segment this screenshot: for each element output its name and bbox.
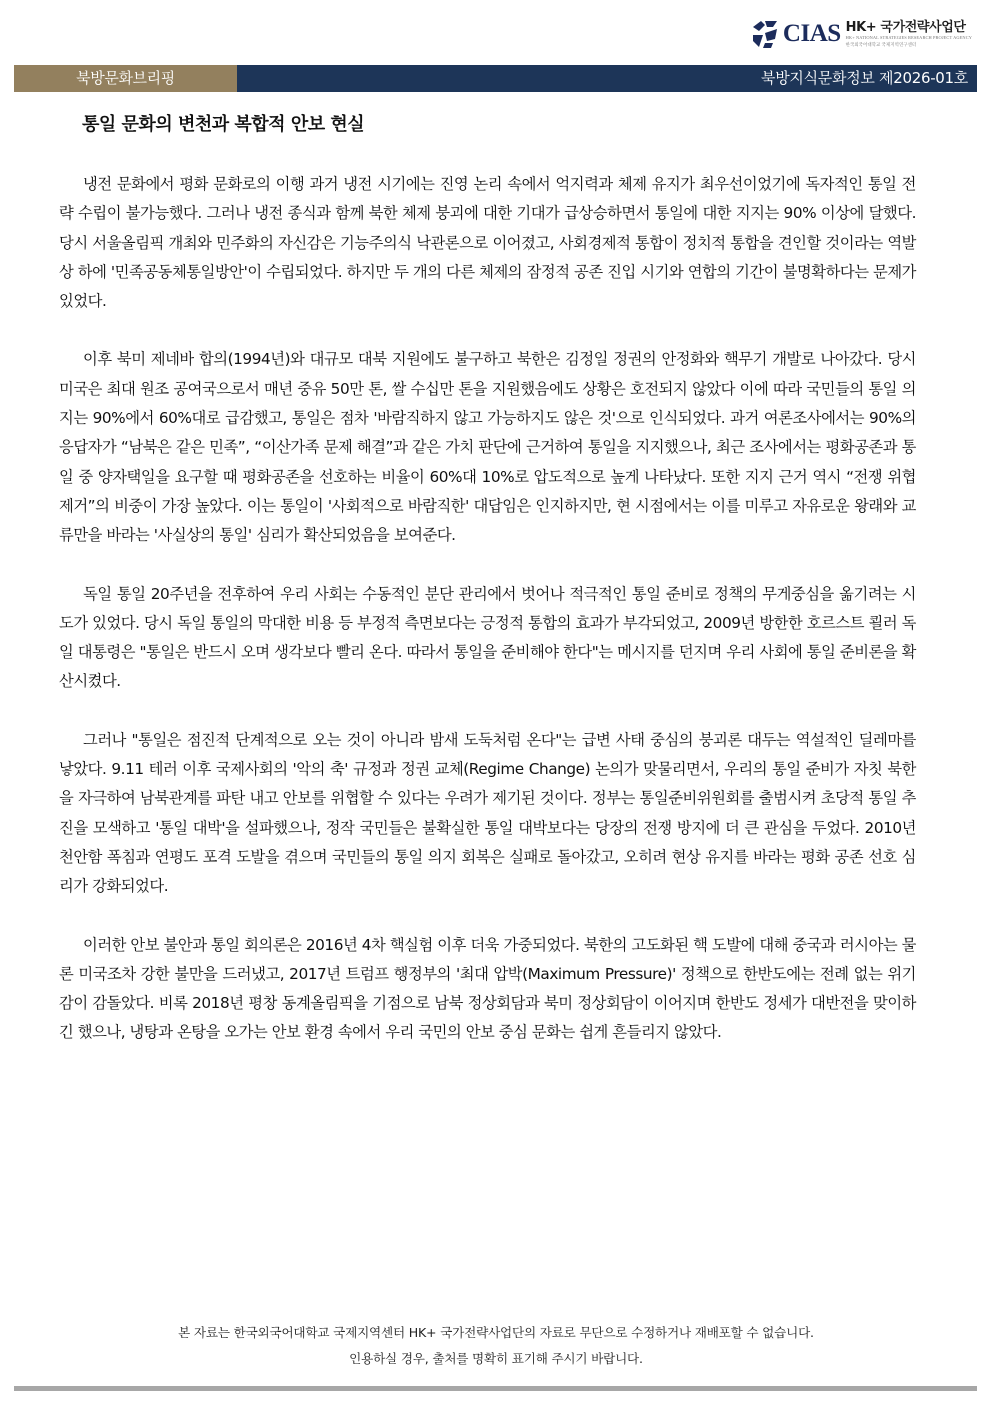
article-paragraph: 이러한 안보 불안과 통일 회의론은 2016년 4차 핵실험 이후 더욱 가중되었다. 북한의 고도화된 핵 도발에 대해 중국과 러시아는 물론 미국조차 강한 불만을 드러냈고, 2017년 트럼프 행정부의 '최대 압박(Maximum Pressure)' 정책으로 한반도에는 전례 없는 위기감이 감돌았다. 비록 2018년 평창 동계올림픽을 기점으로 남북 정상회담과 북미 정상회담이 이어지며 한반도 정세가 대반전을 맞이하긴 했으나, 냉탕과 온탕을 오가는 안보 환경 속에서 우리 국민의 안보 중심 문화는 쉽게 흔들리지 않았다.	[59, 935, 916, 1042]
article-title: 통일 문화의 변천과 복합적 안보 현실	[82, 114, 365, 135]
article-paragraph: 독일 통일 20주년을 전후하여 우리 사회는 수동적인 분단 관리에서 벗어나 적극적인 통일 준비로 정책의 무게중심을 옮기려는 시도가 있었다. 당시 독일 통일의 막대한 비용 등 부정적 측면보다는 긍정적 통합의 효과가 부각되었고, 2009년 방한한 호르스트 쾰러 독일 대통령은 "통일은 반드시 오며 생각보다 빨리 온다. 따라서 통일을 준비해야 한다"는 메시지를 던지며 우리 사회에 통일 준비론을 확산시켰다.	[59, 584, 916, 691]
issue-label: 북방지식문화정보 제2026-01호	[237, 65, 977, 92]
logo-subtitle-en: HK+ NATIONAL STRATEGIES RESEARCH PROJECT AGENCY	[845, 35, 972, 41]
logo-subtitle-kr: 한국외국어대학교 국제지역연구센터	[845, 41, 917, 47]
logo-text-block	[846, 21, 972, 47]
section-label: 북방문화브리핑	[14, 65, 237, 92]
copyright-line: 본 자료는 한국외국어대학교 국제지역센터 HK+ 국가전략사업단의 자료로 무단으로 수정하거나 재배포할 수 없습니다.	[178, 1325, 814, 1340]
copyright-notice	[0, 1320, 992, 1372]
article-paragraph: 이후 북미 제네바 합의(1994년)와 대규모 대북 지원에도 불구하고 북한은 김정일 정권의 안정화와 핵무기 개발로 나아갔다. 당시 미국은 최대 원조 공여국으로서 매년 중유 50만 톤, 쌀 수십만 톤을 지원했음에도 상황은 호전되지 않았다 이에 따라 국민들의 통일 의지는 90%에서 60%대로 급감했고, 통일은 점차 '바람직하지 않고 가능하지도 않은 것'으로 인식되었다. 과거 여론조사에서는 90%의 응답자가 “남북은 같은 민족”, “이산가족 문제 해결”과 같은 가치 판단에 근거하여 통일을 지지했으나, 최근 조사에서는 평화공존과 통일 중 양자택일을 요구할 때 평화공존을 선호하는 비율이 60%대 10%로 압도적으로 높게 나타났다. 또한 지지 근거 역시 “전쟁 위협 제거”의 비중이 가장 높았다. 이는 통일이 '사회적으로 바람직한' 대답임은 인지하지만, 현 시점에서는 이를 미루고 자유로운 왕래와 교류만을 바라는 '사실상의 통일' 심리가 확산되었음을 보여준다.	[59, 350, 916, 545]
article-body	[59, 170, 916, 1077]
cias-emblem-icon	[751, 19, 779, 49]
article-paragraph: 그러나 "통일은 점진적 단계적으로 오는 것이 아니라 밤새 도둑처럼 온다"는 급변 사태 중심의 붕괴론 대두는 역설적인 딜레마를 낳았다. 9.11 테러 이후 국제사회의 '악의 축' 규정과 정권 교체(Regime Change) 논의가 맞물리면서, 우리의 통일 준비가 자칫 북한을 자극하여 남북관계를 파탄 내고 안보를 위협할 수 있다는 우려가 제기된 것이다. 정부는 통일준비위원회를 출범시켜 초당적 통일 추진을 모색하고 '통일 대박'을 설파했으나, 정작 국민들은 불확실한 통일 대박보다는 당장의 전쟁 방지에 더 큰 관심을 두었다. 2010년 천안함 폭침과 연평도 포격 도발을 겪으며 국민들의 통일 의지 회복은 실패로 돌아갔고, 오히려 현상 유지를 바라는 평화 공존 선호 심리가 강화되었다.	[59, 730, 916, 896]
logo-brand: CIAS	[782, 20, 841, 47]
header-bar	[14, 65, 977, 92]
organization-logo	[751, 14, 972, 54]
article-paragraph: 냉전 문화에서 평화 문화로의 이행 과거 냉전 시기에는 진영 논리 속에서 억지력과 체제 유지가 최우선이었기에 독자적인 통일 전략 수립이 불가능했다. 그러나 냉전 종식과 함께 북한 체제 붕괴에 대한 기대가 급상승하면서 통일에 대한 지지는 90% 이상에 달했다. 당시 서울올림픽 개최와 민주화의 자신감은 기능주의식 낙관론으로 이어졌고, 사회경제적 통합이 정치적 통합을 견인할 것이라는 역발상 하에 '민족공동체통일방안'이 수립되었다. 하지만 두 개의 다른 체제의 잠정적 공존 진입 시기와 연합의 기간이 불명확하다는 문제가 있었다.	[59, 175, 916, 311]
bottom-divider	[14, 1386, 977, 1391]
logo-name: HK+ 국가전략사업단	[845, 20, 966, 36]
citation-line: 인용하실 경우, 출처를 명확히 표기해 주시기 바랍니다.	[349, 1351, 643, 1366]
